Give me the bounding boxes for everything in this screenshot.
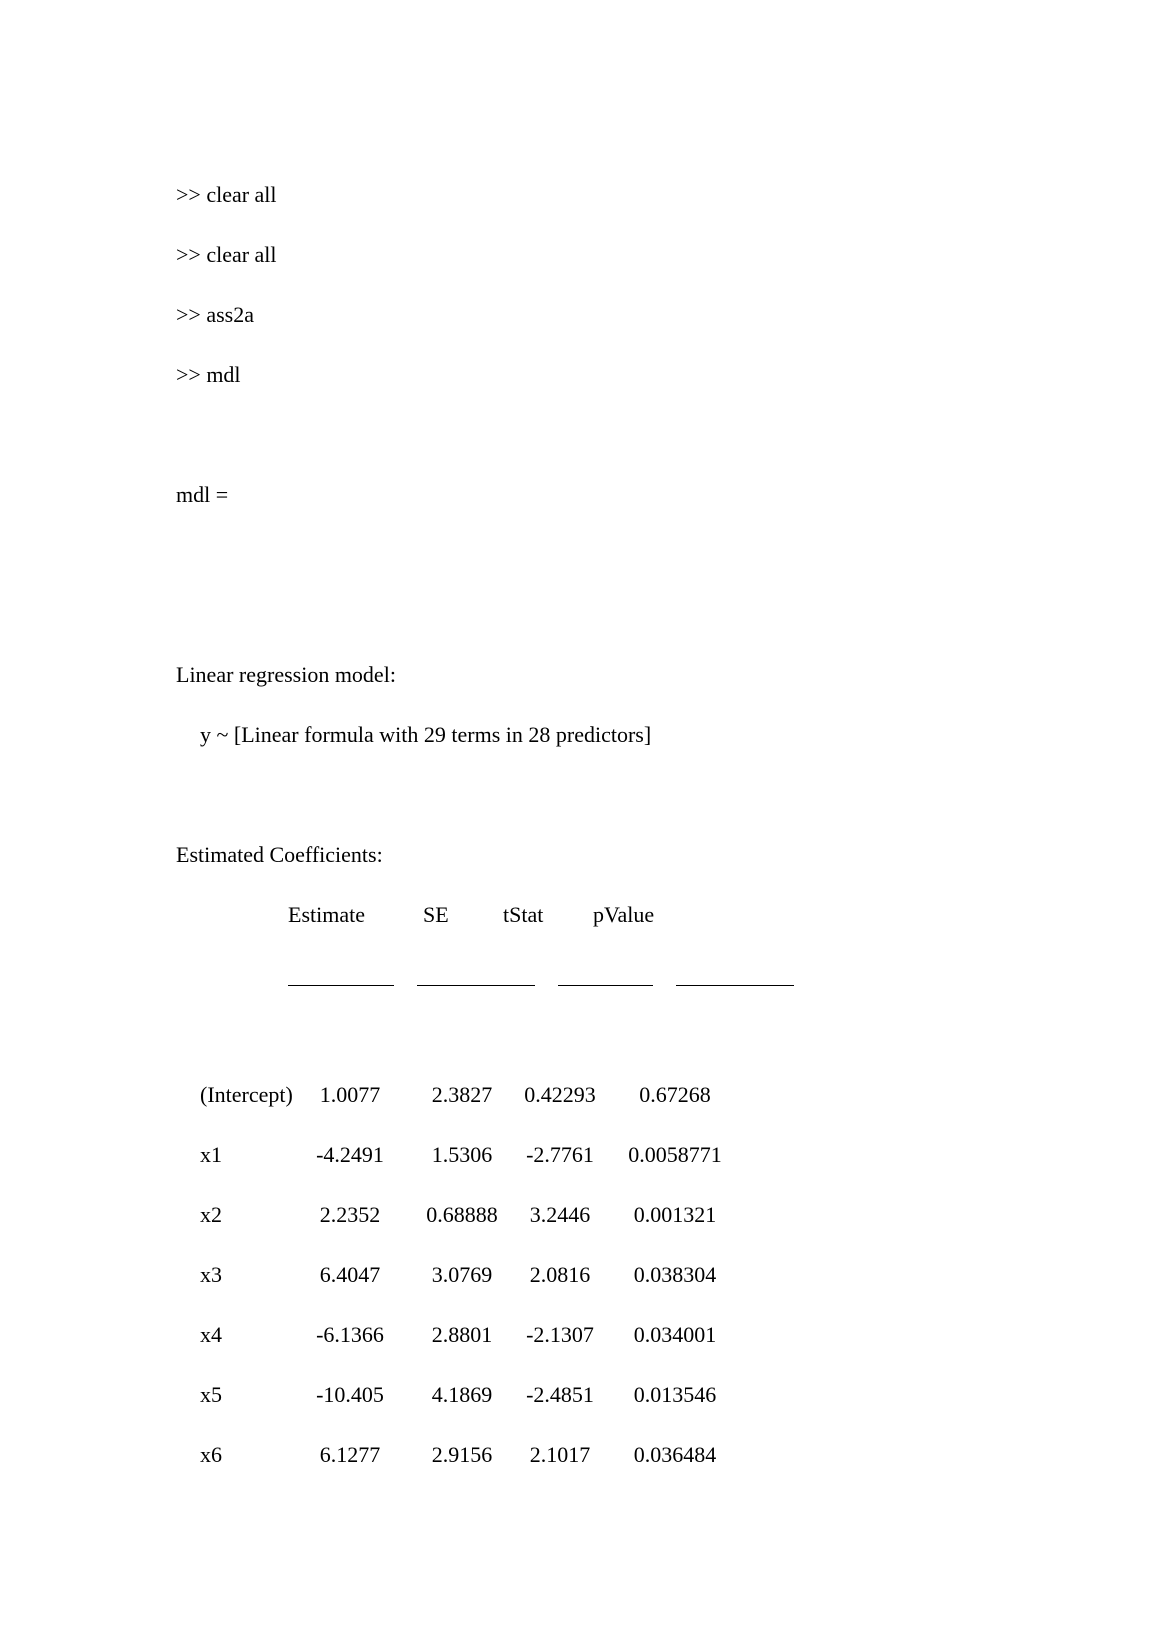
column-header-pvalue: pValue	[593, 902, 655, 927]
header-rule-tstat	[558, 985, 653, 986]
row-term-name: x5	[200, 1382, 222, 1407]
header-rule-estimate	[288, 985, 394, 986]
row-term-name: (Intercept)	[200, 1082, 293, 1107]
command-line-2: >> clear all	[176, 242, 277, 267]
header-rule-pvalue	[676, 985, 794, 986]
column-header-tstat: tStat	[503, 902, 544, 927]
row-term-name: x6	[200, 1442, 222, 1467]
model-heading: Linear regression model:	[176, 662, 396, 687]
command-line-4: >> mdl	[176, 362, 241, 387]
column-header-se: SE	[423, 902, 449, 927]
assignment-line: mdl =	[176, 482, 229, 507]
row-term-name: x1	[200, 1142, 222, 1167]
coefficients-heading: Estimated Coefficients:	[176, 842, 383, 867]
row-term-name: x2	[200, 1202, 222, 1227]
model-formula: y ~ [Linear formula with 29 terms in 28 predictors]	[200, 722, 652, 747]
column-header-estimate: Estimate	[288, 902, 365, 927]
header-rule-se	[417, 985, 535, 986]
row-term-name: x3	[200, 1262, 222, 1287]
command-line-1: >> clear all	[176, 182, 277, 207]
row-term-name: x4	[200, 1322, 222, 1347]
command-line-3: >> ass2a	[176, 302, 254, 327]
